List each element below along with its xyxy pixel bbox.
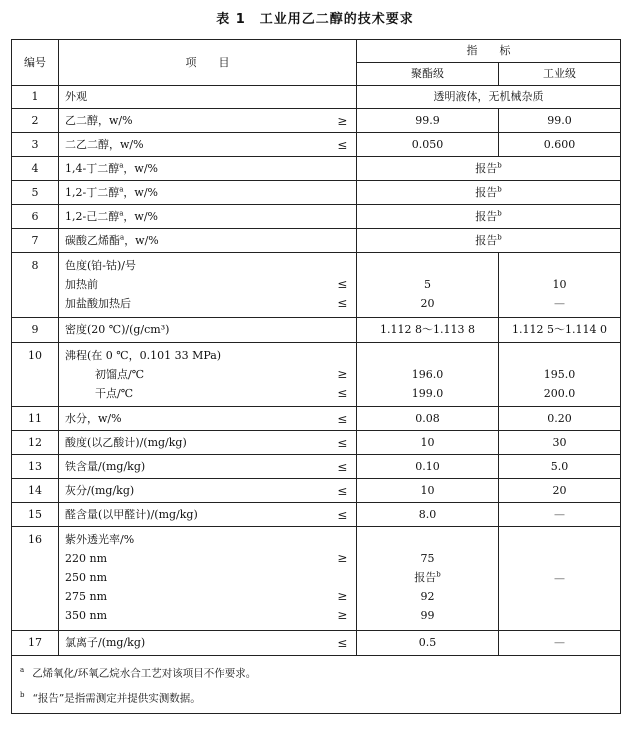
row-value-polyester: 0.10 — [357, 455, 499, 479]
row-no: 6 — [12, 205, 59, 229]
table-row — [12, 343, 621, 407]
row-item: 氯离子/(mg/kg) — [59, 631, 329, 656]
table-row — [12, 157, 621, 181]
table-row — [12, 205, 621, 229]
row-value-polyester: 8.0 — [357, 503, 499, 527]
table-row — [12, 431, 621, 455]
row-item: 铁含量/(mg/kg) — [59, 455, 329, 479]
row-item: 1,2-己二醇$^a$，w/% — [59, 205, 357, 229]
row-symbol: ≤ — [329, 455, 357, 479]
table-row — [12, 109, 621, 133]
row-item: 外观 — [59, 86, 357, 109]
table-row — [12, 407, 621, 431]
footnote: $^a$ 乙烯氧化/环氧乙烷水合工艺对该项目不作要求。 — [20, 666, 257, 680]
row-item: 水分，w/% — [59, 407, 329, 431]
table-row — [12, 133, 621, 157]
row-no: 4 — [12, 157, 59, 181]
row-value-industrial: — — [499, 631, 621, 656]
row-value-polyester: 196.0 199.0 — [357, 343, 499, 407]
row-no: 13 — [12, 455, 59, 479]
row-no: 15 — [12, 503, 59, 527]
row-item: 酸度(以乙酸计)/(mg/kg) — [59, 431, 329, 455]
row-symbol: ≥ — [329, 109, 357, 133]
header-item: 项 目 — [59, 40, 357, 86]
row-value-polyester: 10 — [357, 431, 499, 455]
row-symbol: ≤ — [329, 479, 357, 503]
row-merged-value: 报告$^b$ — [357, 157, 621, 181]
row-no: 17 — [12, 631, 59, 656]
row-value-polyester: 99.9 — [357, 109, 499, 133]
header-polyester: 聚酯级 — [357, 63, 499, 86]
row-value-polyester: 10 — [357, 479, 499, 503]
row-symbol: ≥ ≥ ≥ — [329, 527, 357, 631]
row-no: 11 — [12, 407, 59, 431]
row-no: 12 — [12, 431, 59, 455]
row-symbol: ≤ — [329, 133, 357, 157]
row-merged-value: 透明液体，无机械杂质 — [357, 86, 621, 109]
row-value-industrial: 10 — — [499, 253, 621, 318]
row-merged-value: 报告$^b$ — [357, 181, 621, 205]
table-row — [12, 631, 621, 656]
header-no: 编号 — [12, 40, 59, 86]
row-no: 3 — [12, 133, 59, 157]
table-row — [12, 229, 621, 253]
row-value-polyester: 0.050 — [357, 133, 499, 157]
row-item: 1,2-丁二醇$^a$，w/% — [59, 181, 357, 205]
row-item: 乙二醇，w/% — [59, 109, 329, 133]
table-row — [12, 455, 621, 479]
header-industrial: 工业级 — [499, 63, 621, 86]
row-no: 9 — [12, 318, 59, 343]
table-row — [12, 479, 621, 503]
row-value-polyester: 5 20 — [357, 253, 499, 318]
row-value-industrial: 0.20 — [499, 407, 621, 431]
row-value-industrial: 20 — [499, 479, 621, 503]
row-no: 16 — [12, 527, 59, 631]
row-item: 二乙二醇，w/% — [59, 133, 329, 157]
row-value-industrial: — — [499, 527, 621, 631]
row-value-polyester: 0.5 — [357, 631, 499, 656]
row-symbol: ≤ — [329, 503, 357, 527]
row-no: 7 — [12, 229, 59, 253]
table-notes-row — [12, 656, 621, 714]
row-item: 密度(20 ℃)/(g/cm³) — [59, 318, 357, 343]
row-no: 5 — [12, 181, 59, 205]
row-item: 沸程(在 0 ℃，0.101 33 MPa) 初馏点/℃ 干点/℃ — [59, 343, 329, 407]
table-row — [12, 86, 621, 109]
row-no: 10 — [12, 343, 59, 407]
row-no: 8 — [12, 253, 59, 318]
row-symbol: ≤ — [329, 631, 357, 656]
table-row — [12, 318, 621, 343]
row-no: 14 — [12, 479, 59, 503]
row-symbol: ≤ — [329, 431, 357, 455]
row-symbol: ≤ ≤ — [329, 253, 357, 318]
row-value-industrial: 5.0 — [499, 455, 621, 479]
header-index: 指 标 — [357, 40, 621, 63]
table-row — [12, 181, 621, 205]
row-item: 碳酸乙烯酯$^a$，w/% — [59, 229, 357, 253]
row-value-industrial: — — [499, 503, 621, 527]
row-merged-value: 报告$^b$ — [357, 229, 621, 253]
table-row — [12, 503, 621, 527]
row-item: 1,4-丁二醇$^a$，w/% — [59, 157, 357, 181]
row-item: 灰分/(mg/kg) — [59, 479, 329, 503]
spec-table — [11, 39, 621, 714]
row-value-industrial: 30 — [499, 431, 621, 455]
row-value-polyester: 0.08 — [357, 407, 499, 431]
row-no: 1 — [12, 86, 59, 109]
row-value-industrial: 195.0 200.0 — [499, 343, 621, 407]
row-value-industrial: 1.112 5～1.114 0 — [499, 318, 621, 343]
footnote: $^b$ “报告”是指需测定并提供实测数据。 — [20, 690, 201, 704]
table-row — [12, 253, 621, 318]
row-item: 色度(铂-钴)/号 加热前 加盐酸加热后 — [59, 253, 329, 318]
row-merged-value: 报告$^b$ — [357, 205, 621, 229]
row-item: 醛含量(以甲醛计)/(mg/kg) — [59, 503, 329, 527]
row-value-industrial: 99.0 — [499, 109, 621, 133]
table-title: 表 1 工业用乙二醇的技术要求 — [216, 12, 414, 27]
row-symbol: ≥ ≤ — [329, 343, 357, 407]
row-value-polyester: 75 报告$^b$ 92 99 — [357, 527, 499, 631]
row-value-polyester: 1.112 8～1.113 8 — [357, 318, 499, 343]
table-row — [12, 527, 621, 631]
row-value-industrial: 0.600 — [499, 133, 621, 157]
row-no: 2 — [12, 109, 59, 133]
row-item: 紫外透光率/% 220 nm 250 nm 275 nm 350 nm — [59, 527, 329, 631]
table-notes — [12, 656, 621, 714]
row-symbol: ≤ — [329, 407, 357, 431]
